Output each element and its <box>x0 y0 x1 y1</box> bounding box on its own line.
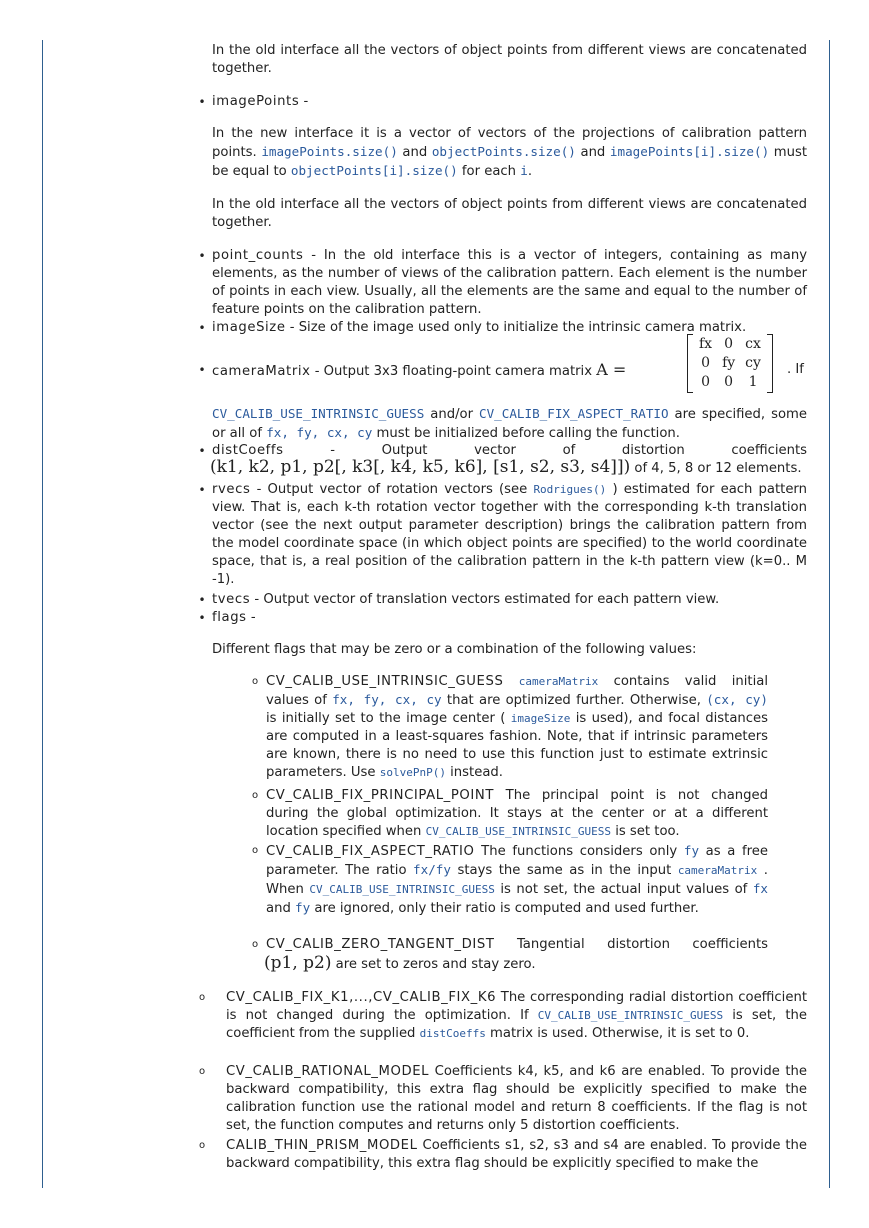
text: that are optimized further. Otherwise, <box>441 693 707 708</box>
formula: (p1, p2) <box>264 953 332 973</box>
cameramatrix-note <box>212 405 807 443</box>
flag-name: CV_CALIB_FIX_PRINCIPAL_POINT <box>266 788 495 803</box>
text: In the new interface it is a vector of vectors of the projections of calibration pattern points. <box>212 126 807 160</box>
text: - Size of the image used only to initialize the intrinsic camera matrix. <box>285 320 747 335</box>
flag-name: CV_CALIB_RATIONAL_MODEL <box>226 1064 430 1079</box>
flag-name: CALIB_THIN_PRISM_MODEL <box>226 1138 418 1153</box>
matrix-symbol: A = <box>596 360 627 379</box>
code-ref: objectPoints.size() <box>431 144 576 159</box>
circle-bullet-icon: o <box>251 676 259 687</box>
code-ref: distCoeffs <box>419 1027 486 1040</box>
flag-name: CV_CALIB_USE_INTRINSIC_GUESS <box>266 674 504 689</box>
text: and/or <box>424 407 480 422</box>
flag-name: CV_CALIB_FIX_K1,...,CV_CALIB_FIX_K6 <box>226 990 497 1005</box>
circle-bullet-icon: o <box>198 1140 206 1151</box>
text: - Output 3x3 floating-point camera matrix <box>310 364 597 379</box>
flag-zero-tangent-dist <box>266 936 768 954</box>
circle-bullet-icon: o <box>251 790 259 801</box>
code-ref: CV_CALIB_USE_INTRINSIC_GUESS <box>309 883 495 896</box>
param-name: imagePoints <box>212 94 300 109</box>
param-name: point_counts <box>212 248 304 263</box>
flag-name: CV_CALIB_FIX_ASPECT_RATIO <box>266 844 475 859</box>
text: Tangential distortion coefficients <box>494 937 768 952</box>
text: is initially set to the image center ( <box>266 711 511 726</box>
matrix-cell: cy <box>745 355 761 371</box>
tvecs-param <box>212 591 807 609</box>
text: - Output vector of rotation vectors (see <box>250 482 534 497</box>
cameramatrix-param <box>212 361 626 381</box>
text: are ignored, only their ratio is computed and used further. <box>310 901 699 916</box>
text: matrix is used. Otherwise, it is set to 0. <box>485 1026 750 1041</box>
code-ref: imageSize <box>510 712 571 725</box>
text: and <box>575 145 610 160</box>
bullet-icon: • <box>198 593 206 607</box>
code-ref: imagePoints[i].size() <box>609 144 770 159</box>
param-name: distCoeffs <box>212 443 284 458</box>
bullet-icon: • <box>198 363 206 377</box>
flag-fix-k <box>226 989 807 1043</box>
old-interface-paragraph: In the old interface all the vectors of object points from different views are concatenated together. <box>212 43 807 76</box>
text: - Output vector of translation vectors estimated for each pattern view. <box>250 592 720 607</box>
code-ref: CV_CALIB_USE_INTRINSIC_GUESS <box>537 1009 724 1022</box>
code-ref: fx, fy, cx, cy <box>266 425 373 440</box>
point-counts-param <box>212 247 807 319</box>
code-ref: CV_CALIB_USE_INTRINSIC_GUESS <box>212 406 425 421</box>
bullet-icon: • <box>198 444 206 458</box>
flags-param <box>212 609 256 627</box>
bullet-icon: • <box>198 611 206 625</box>
code-ref: fy <box>295 900 311 915</box>
bullet-icon: • <box>198 95 206 109</box>
flag-name: CV_CALIB_ZERO_TANGENT_DIST <box>266 937 495 952</box>
text: is used), and focal distances are computed in a least-squares fashion. Note, that if intrinsic parameters are known, there is no need to use this function just to estimate extrinsic parameters. Use <box>266 711 769 780</box>
camera-matrix <box>687 334 773 393</box>
text: contains valid initial values of <box>266 674 768 708</box>
text <box>503 674 518 689</box>
text: are specified, some or all of <box>212 407 807 441</box>
text: - Output vector of distortion coefficients <box>283 443 807 458</box>
rvecs-param <box>212 481 807 589</box>
code-ref: cameraMatrix <box>518 675 599 688</box>
circle-bullet-icon: o <box>198 992 206 1003</box>
matrix-cell: 0 <box>724 336 734 352</box>
imagepoints-param <box>212 93 308 111</box>
text: - In the old interface this is a vector of integers, containing as many elements, as the number of views of the calibration pattern. Each element is the number of points in each view. Usually, all the elements are the same and equal to the number of feature points on the calibration pattern. <box>212 248 807 317</box>
text: must be equal to <box>212 145 808 179</box>
flags-intro: Different flags that may be zero or a combination of the following values: <box>212 642 697 657</box>
right-page-rule <box>829 40 830 1188</box>
distcoeffs-formula-line <box>210 458 802 478</box>
code-ref: fx, fy, cx, cy <box>332 692 442 707</box>
text: are set to zeros and stay zero. <box>331 957 536 972</box>
dash: - <box>246 610 256 625</box>
param-name: tvecs <box>212 592 251 607</box>
matrix-cell: fx <box>699 336 713 352</box>
matrix-cell: cx <box>745 336 761 352</box>
code-link[interactable]: Rodrigues() <box>533 483 607 496</box>
text: is not set, the actual input values of <box>494 882 753 897</box>
text: The corresponding radial distortion coefficient is not changed during the optimization. If <box>226 990 807 1023</box>
code-ref: CV_CALIB_USE_INTRINSIC_GUESS <box>425 825 612 838</box>
circle-bullet-icon: o <box>251 939 259 950</box>
text: of 4, 5, 8 or 12 elements. <box>630 461 802 476</box>
code-ref: fy <box>683 843 700 858</box>
matrix-cell: 1 <box>748 374 758 390</box>
code-ref: fx <box>752 881 769 896</box>
text: is set too. <box>611 824 680 839</box>
text: The functions considers only <box>474 844 684 859</box>
text: Coefficients s1, s2, s3 and s4 are enabled. To provide the backward compatibility, this extra flag should be explicitly specified to make the <box>226 1138 807 1171</box>
text: . When <box>266 863 768 897</box>
matrix-cell: 0 <box>724 374 734 390</box>
text: as a free parameter. The ratio <box>266 844 768 878</box>
flag-fix-aspect-ratio <box>266 842 768 918</box>
flag-use-intrinsic-guess <box>266 673 768 782</box>
text: . If <box>787 362 804 377</box>
circle-bullet-icon: o <box>198 1066 206 1077</box>
zero-tangent-formula-line <box>264 954 536 974</box>
text: . <box>527 164 533 179</box>
formula: (k1, k2, p1, p2[, k3[, k4, k5, k6], [s1, s2, s3, s4]]) <box>210 457 631 477</box>
circle-bullet-icon: o <box>251 845 259 856</box>
matrix-cell: fy <box>722 355 736 371</box>
text: and <box>266 901 296 916</box>
text: ) estimated for each pattern view. That is, each k-th rotation vector together with the corresponding k-th translation vector (see the next output parameter description) brings the calibration pattern from the model coordinate space (in which object points are specified) to the world coordinate space, that is, a real position of the calibration pattern in the k-th pattern view (k=0.. M -1). <box>212 482 807 587</box>
text: and <box>397 145 432 160</box>
param-name: flags <box>212 610 247 625</box>
code-link[interactable]: solvePnP() <box>379 766 446 779</box>
code-ref: imagePoints.size() <box>261 144 398 159</box>
flag-rational-model <box>226 1063 807 1135</box>
param-name: imageSize <box>212 320 286 335</box>
flag-thin-prism-model <box>226 1137 807 1173</box>
bullet-icon: • <box>198 483 206 497</box>
matrix-cell: 0 <box>701 374 710 390</box>
bullet-icon: • <box>198 249 206 263</box>
imagepoints-description <box>212 125 807 181</box>
matrix-cell: 0 <box>701 355 710 371</box>
code-ref: objectPoints[i].size() <box>290 163 458 178</box>
code-ref: CV_CALIB_FIX_ASPECT_RATIO <box>479 406 669 421</box>
text: stays the same as in the input <box>450 863 678 878</box>
text: for each <box>457 164 521 179</box>
code-ref: (cx, cy) <box>706 692 768 707</box>
text: is set, the coefficient from the supplied <box>226 1008 807 1041</box>
text: Coefficients k4, k5, and k6 are enabled. To provide the backward compatibility, this extra flag should be explicitly specified to make the calibration function use the rational model and return 8 coefficients. If the flag is not set, the function computes and returns only 5 distortion coefficients. <box>226 1064 807 1133</box>
bullet-icon: • <box>198 321 206 335</box>
param-name: rvecs <box>212 482 251 497</box>
text: instead. <box>445 765 503 780</box>
text: The principal point is not changed during the global optimization. It stays at the center or at a different location specified when <box>266 788 768 839</box>
dash: - <box>299 94 309 109</box>
code-ref: cameraMatrix <box>677 864 758 877</box>
code-ref: fx/fy <box>413 862 451 877</box>
left-page-rule <box>42 40 43 1188</box>
param-name: cameraMatrix <box>212 364 311 379</box>
old-interface-paragraph-2: In the old interface all the vectors of object points from different views are concatenated together. <box>212 197 807 230</box>
flag-fix-principal-point <box>266 787 768 841</box>
code-ref: i <box>520 163 528 178</box>
text: must be initialized before calling the function. <box>372 426 680 441</box>
